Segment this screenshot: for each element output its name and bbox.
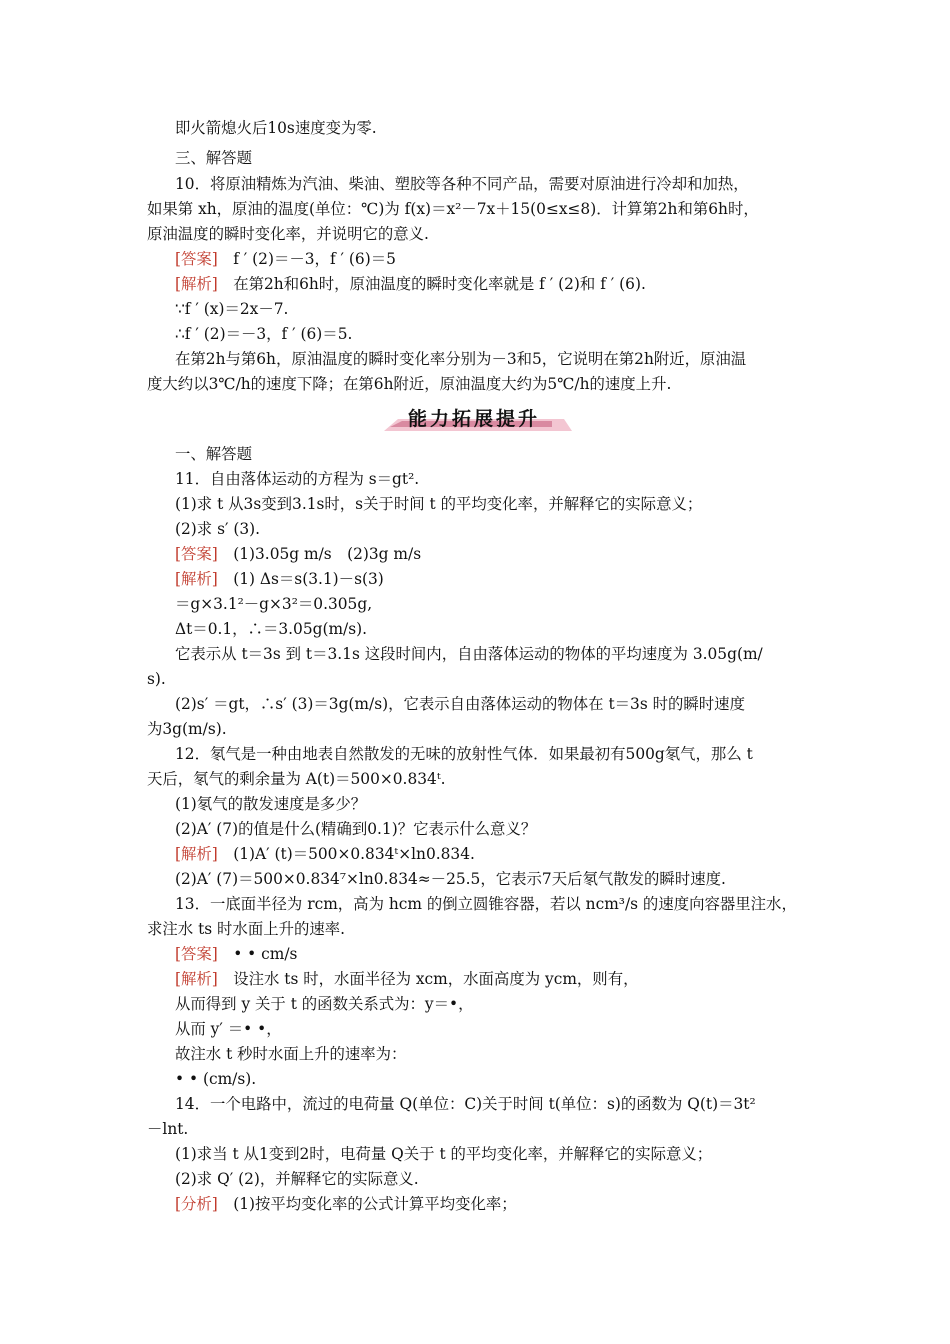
solution-line: Δt＝0.1，∴＝3.05g(m/s).: [175, 620, 368, 638]
solution-line: 从而 y′ ＝• •，: [175, 1020, 282, 1038]
question-14-line: －lnt.: [147, 1120, 189, 1138]
answer-tag: [答案]: [175, 250, 218, 268]
question-10-line: 如果第 xh，原油的温度(单位：℃)为 f(x)＝x²－7x＋15(0≤x≤8)．计算第2h和第6h时，: [147, 200, 759, 218]
solution-line: ＝g×3.1²－g×3²＝0.305g,: [175, 595, 373, 613]
section-heading: 三、解答题: [175, 149, 252, 167]
section-banner: [376, 401, 572, 437]
answer-line: [175, 544, 421, 564]
analysis-text: (1)按平均变化率的公式计算平均变化率；: [233, 1195, 517, 1213]
analysis-tag: [分析]: [175, 1195, 218, 1213]
solution-line: 度大约以3℃/h的速度下降；在第6h附近，原油温度大约为5℃/h的速度上升.: [147, 375, 672, 393]
analysis-line: [175, 969, 638, 989]
analysis-line: [175, 1194, 517, 1214]
question-12-line: (2)A′ (7)的值是什么(精确到0.1)？它表示什么意义？: [175, 820, 537, 838]
solution-line: 为3g(m/s).: [147, 720, 227, 738]
answer-text: (1)3.05g m/s (2)3g m/s: [233, 545, 422, 563]
analysis-text: (1) Δs＝s(3.1)－s(3): [233, 570, 384, 588]
question-14-line: (2)求 Q′ (2)，并解释它的实际意义.: [175, 1170, 419, 1188]
analysis-tag: [解析]: [175, 845, 218, 863]
answer-line: [175, 944, 297, 964]
question-11-line: 11．自由落体运动的方程为 s＝gt².: [175, 470, 420, 488]
question-14-line: (1)求当 t 从1变到2时，电荷量 Q关于 t 的平均变化率，并解释它的实际意义；: [175, 1145, 713, 1163]
question-13-line: 求注水 ts 时水面上升的速率.: [147, 920, 346, 938]
analysis-tag: [解析]: [175, 570, 218, 588]
question-11-line: (1)求 t 从3s变到3.1s时，s关于时间 t 的平均变化率，并解释它的实际意义；: [175, 495, 703, 513]
question-14-line: 14．一个电路中，流过的电荷量 Q(单位：C)关于时间 t(单位：s)的函数为 Q(t)＝3t²: [175, 1095, 756, 1113]
solution-line: 它表示从 t＝3s 到 t＝3.1s 这段时间内，自由落体运动的物体的平均速度为 3.05g(m/: [175, 645, 763, 663]
analysis-tag: [解析]: [175, 970, 218, 988]
analysis-line: [175, 569, 384, 589]
analysis-tag: [解析]: [175, 275, 218, 293]
solution-line: 故注水 t 秒时水面上升的速率为：: [175, 1045, 407, 1063]
question-11-line: (2)求 s′ (3).: [175, 520, 261, 538]
solution-line: s).: [147, 670, 166, 688]
question-10-line: 原油温度的瞬时变化率，并说明它的意义.: [147, 225, 429, 243]
analysis-text: 在第2h和6h时，原油温度的瞬时变化率就是 f ′ (2)和 f ′ (6).: [233, 275, 646, 293]
answer-text: • • cm/s: [233, 945, 298, 963]
section-heading: 一、解答题: [175, 445, 252, 463]
solution-line: ∵f ′ (x)＝2x－7.: [175, 300, 289, 318]
analysis-text: (1)A′ (t)＝500×0.834ᵗ×ln0.834.: [233, 845, 475, 863]
answer-tag: [答案]: [175, 545, 218, 563]
analysis-line: [175, 274, 646, 294]
solution-line: • • (cm/s).: [175, 1070, 257, 1088]
text-line: 即火箭熄火后10s速度变为零.: [175, 119, 377, 137]
question-10-line: 10．将原油精炼为汽油、柴油、塑胶等各种不同产品，需要对原油进行冷却和加热，: [175, 175, 749, 193]
analysis-line: [175, 844, 475, 864]
solution-line: (2)A′ (7)＝500×0.834⁷×ln0.834≈－25.5，它表示7天后氡气散发的瞬时速度.: [175, 870, 726, 888]
analysis-text: 设注水 ts 时，水面半径为 xcm，水面高度为 ycm，则有，: [233, 970, 639, 988]
answer-text: f ′ (2)＝－3，f ′ (6)＝5: [233, 250, 396, 268]
question-12-line: 12．氡气是一种由地表自然散发的无味的放射性气体．如果最初有500g氡气，那么 t: [175, 745, 753, 763]
answer-line: [175, 249, 396, 269]
answer-tag: [答案]: [175, 945, 218, 963]
banner-title: 能力拓展提升: [407, 408, 540, 430]
solution-line: ∴f ′ (2)＝－3，f ′ (6)＝5.: [175, 325, 353, 343]
question-13-line: 13．一底面半径为 rcm，高为 hcm 的倒立圆锥容器，若以 ncm³/s 的速度向容器里注水，: [175, 895, 797, 913]
solution-line: (2)s′ ＝gt，∴s′ (3)＝3g(m/s)，它表示自由落体运动的物体在 t＝3s 时的瞬时速度: [175, 695, 745, 713]
solution-line: 从而得到 y 关于 t 的函数关系式为：y＝•，: [175, 995, 474, 1013]
question-12-line: (1)氡气的散发速度是多少？: [175, 795, 367, 813]
solution-line: 在第2h与第6h，原油温度的瞬时变化率分别为－3和5，它说明在第2h附近，原油温: [175, 350, 747, 368]
question-12-line: 天后，氡气的剩余量为 A(t)＝500×0.834ᵗ.: [147, 770, 446, 788]
